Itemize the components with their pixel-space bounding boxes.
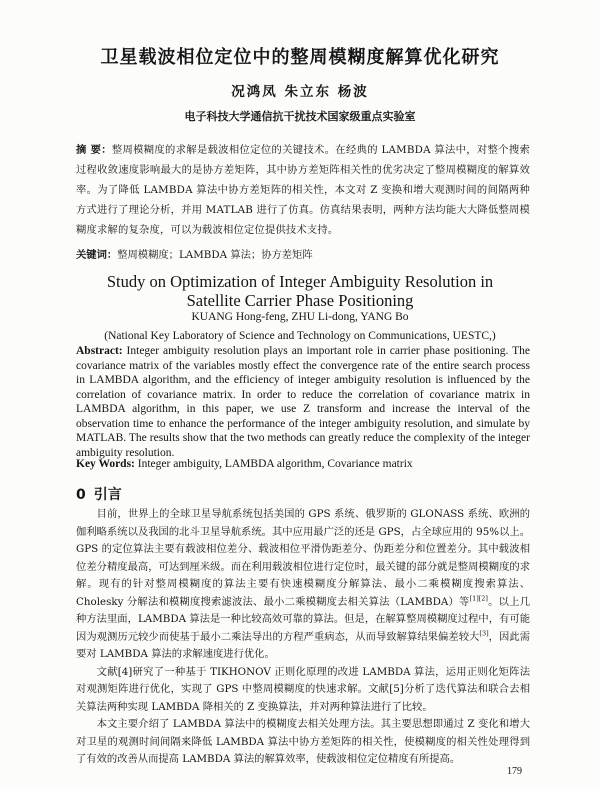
citation-1-2: [1][2] [469,594,488,603]
paragraph-1 [76,506,530,664]
paragraph-3: 本文主要介绍了 LAMBDA 算法中的模糊度去相关处理方法。其主要思想即通过 Z 变化和增大对卫星的观测时间间隔来降低 LAMBDA 算法中协方差矩阵的相关性，使模糊度的相关性处理得到了有效的改善从而提高 LAMBDA 算法的解算效率，使载波相位定位精度有所提高。 [76,718,530,765]
section-number: 0 [76,487,86,503]
chinese-keywords-text: 整周模糊度；LAMBDA 算法；协方差矩阵 [117,249,313,261]
chinese-keywords-label: 关键词： [76,249,118,261]
section-heading [76,484,122,504]
page-number: 179 [507,766,522,777]
english-abstract [76,344,530,460]
paragraph-2: 文献[4]研究了一种基于 TIKHONOV 正则化原理的改进 LAMBDA 算法，运用正则化矩阵法对观测矩阵进行优化，实现了 GPS 中整周模糊度的快速求解。文献[5]分析了迭代算法和联合去相关算法两种实现 LAMBDA 降相关的 Z 变换算法，并对两种算法进行了比较。 [76,665,530,713]
english-affiliation: (National Key Laboratory of Science and Technology on Communications, UESTC,) [104,330,496,342]
chinese-abstract-label: 摘 要： [76,144,112,156]
paragraph-1-part-a: 目前，世界上的全球卫星导航系统包括美国的 GPS 系统、俄罗斯的 GLONASS 系统、欧洲的伽利略系统以及我国的北斗卫星导航系统。其中应用最广泛的还是 GPS，占全球应用的 95%以上。GPS 的定位算法主要有载波相位差分、载波相位平滑伪距差分、伪距差分和位置差分。其中载波相位差分精度最高，可达到厘米级。而在利用载波相位进行定位时，最关键的部分就是整周模糊度的求解。现有的针对整周模糊度的算法主要有快速模糊度分解算法、最小二乘模糊度搜索算法、Cholesky 分解法和模糊度搜索滤波法、最小二乘模糊度去相关算法（LAMBDA）等 [76,508,530,608]
chinese-authors: 况鸿凤 朱立东 杨波 [231,84,369,100]
english-keywords-text: Integer ambiguity, LAMBDA algorithm, Covariance matrix [134,458,413,470]
paragraph-1-part-b: 。以上几种方法里面，LAMBDA 算法是一种比较高效可靠的算法。但是，在解算整周模糊度过程中，有可能因为观测历元较少而使基于最小二乘法导出的方程严重病态，从而导致解算结果偏差较大 [76,595,530,643]
english-keywords [76,457,530,471]
body-text [76,506,530,769]
section-title: 引言 [93,487,122,503]
english-keywords-label: Key Words: [76,458,135,470]
english-title-line1: Study on Optimization of Integer Ambiguity Resolution in [106,272,494,291]
english-title-line2: Satellite Carrier Phase Positioning [186,291,414,310]
english-abstract-text: Integer ambiguity resolution plays an important role in carrier phase positioning. The covariance matrix of the variables mostly effect the convergence rate of the entire search process in LAMBDA algorithm, and the efficiency of integer ambiguity resolution is influenced by the correlation of covariance matrix. In order to reduce the correlation of covariance matrix in LAMBDA algorithm, in this paper, we use Z transform and increase the interval of the observation time to enhance the performance of the integer ambiguity resolution, and simulate by MATLAB. The results show that the two methods can greatly reduce the complexity of the integer ambiguity resolution. [76,345,530,459]
english-authors: KUANG Hong-feng, ZHU Li-dong, YANG Bo [191,311,409,323]
paragraph-1-part-c: ，因此需要对 LAMBDA 算法的求解速度进行优化。 [76,630,530,660]
chinese-keywords [76,248,530,262]
chinese-abstract-text: 整周模糊度的求解是载波相位定位的关键技术。在经典的 LAMBDA 算法中，对整个搜索过程收敛速度影响最大的是协方差矩阵，其中协方差矩阵相关性的优劣决定了整周模糊度的解算效率。为了降低 LAMBDA 算法中协方差矩阵的相关性，本文对 Z 变换和增大观测时间的间隔两种方式进行了理论分析，并用 MATLAB 进行了仿真。仿真结果表明，两种方法均能大大降低整周模糊度求解的复杂度，可以为载波相位定位提供技术支持。 [76,144,530,236]
chinese-affiliation: 电子科技大学通信抗干扰技术国家级重点实验室 [184,110,416,123]
english-title [0,272,600,310]
chinese-abstract [76,140,530,240]
english-abstract-label: Abstract: [76,345,123,357]
chinese-title: 卫星载波相位定位中的整周模糊度解算优化研究 [100,47,500,68]
citation-3: [3] [479,629,489,638]
